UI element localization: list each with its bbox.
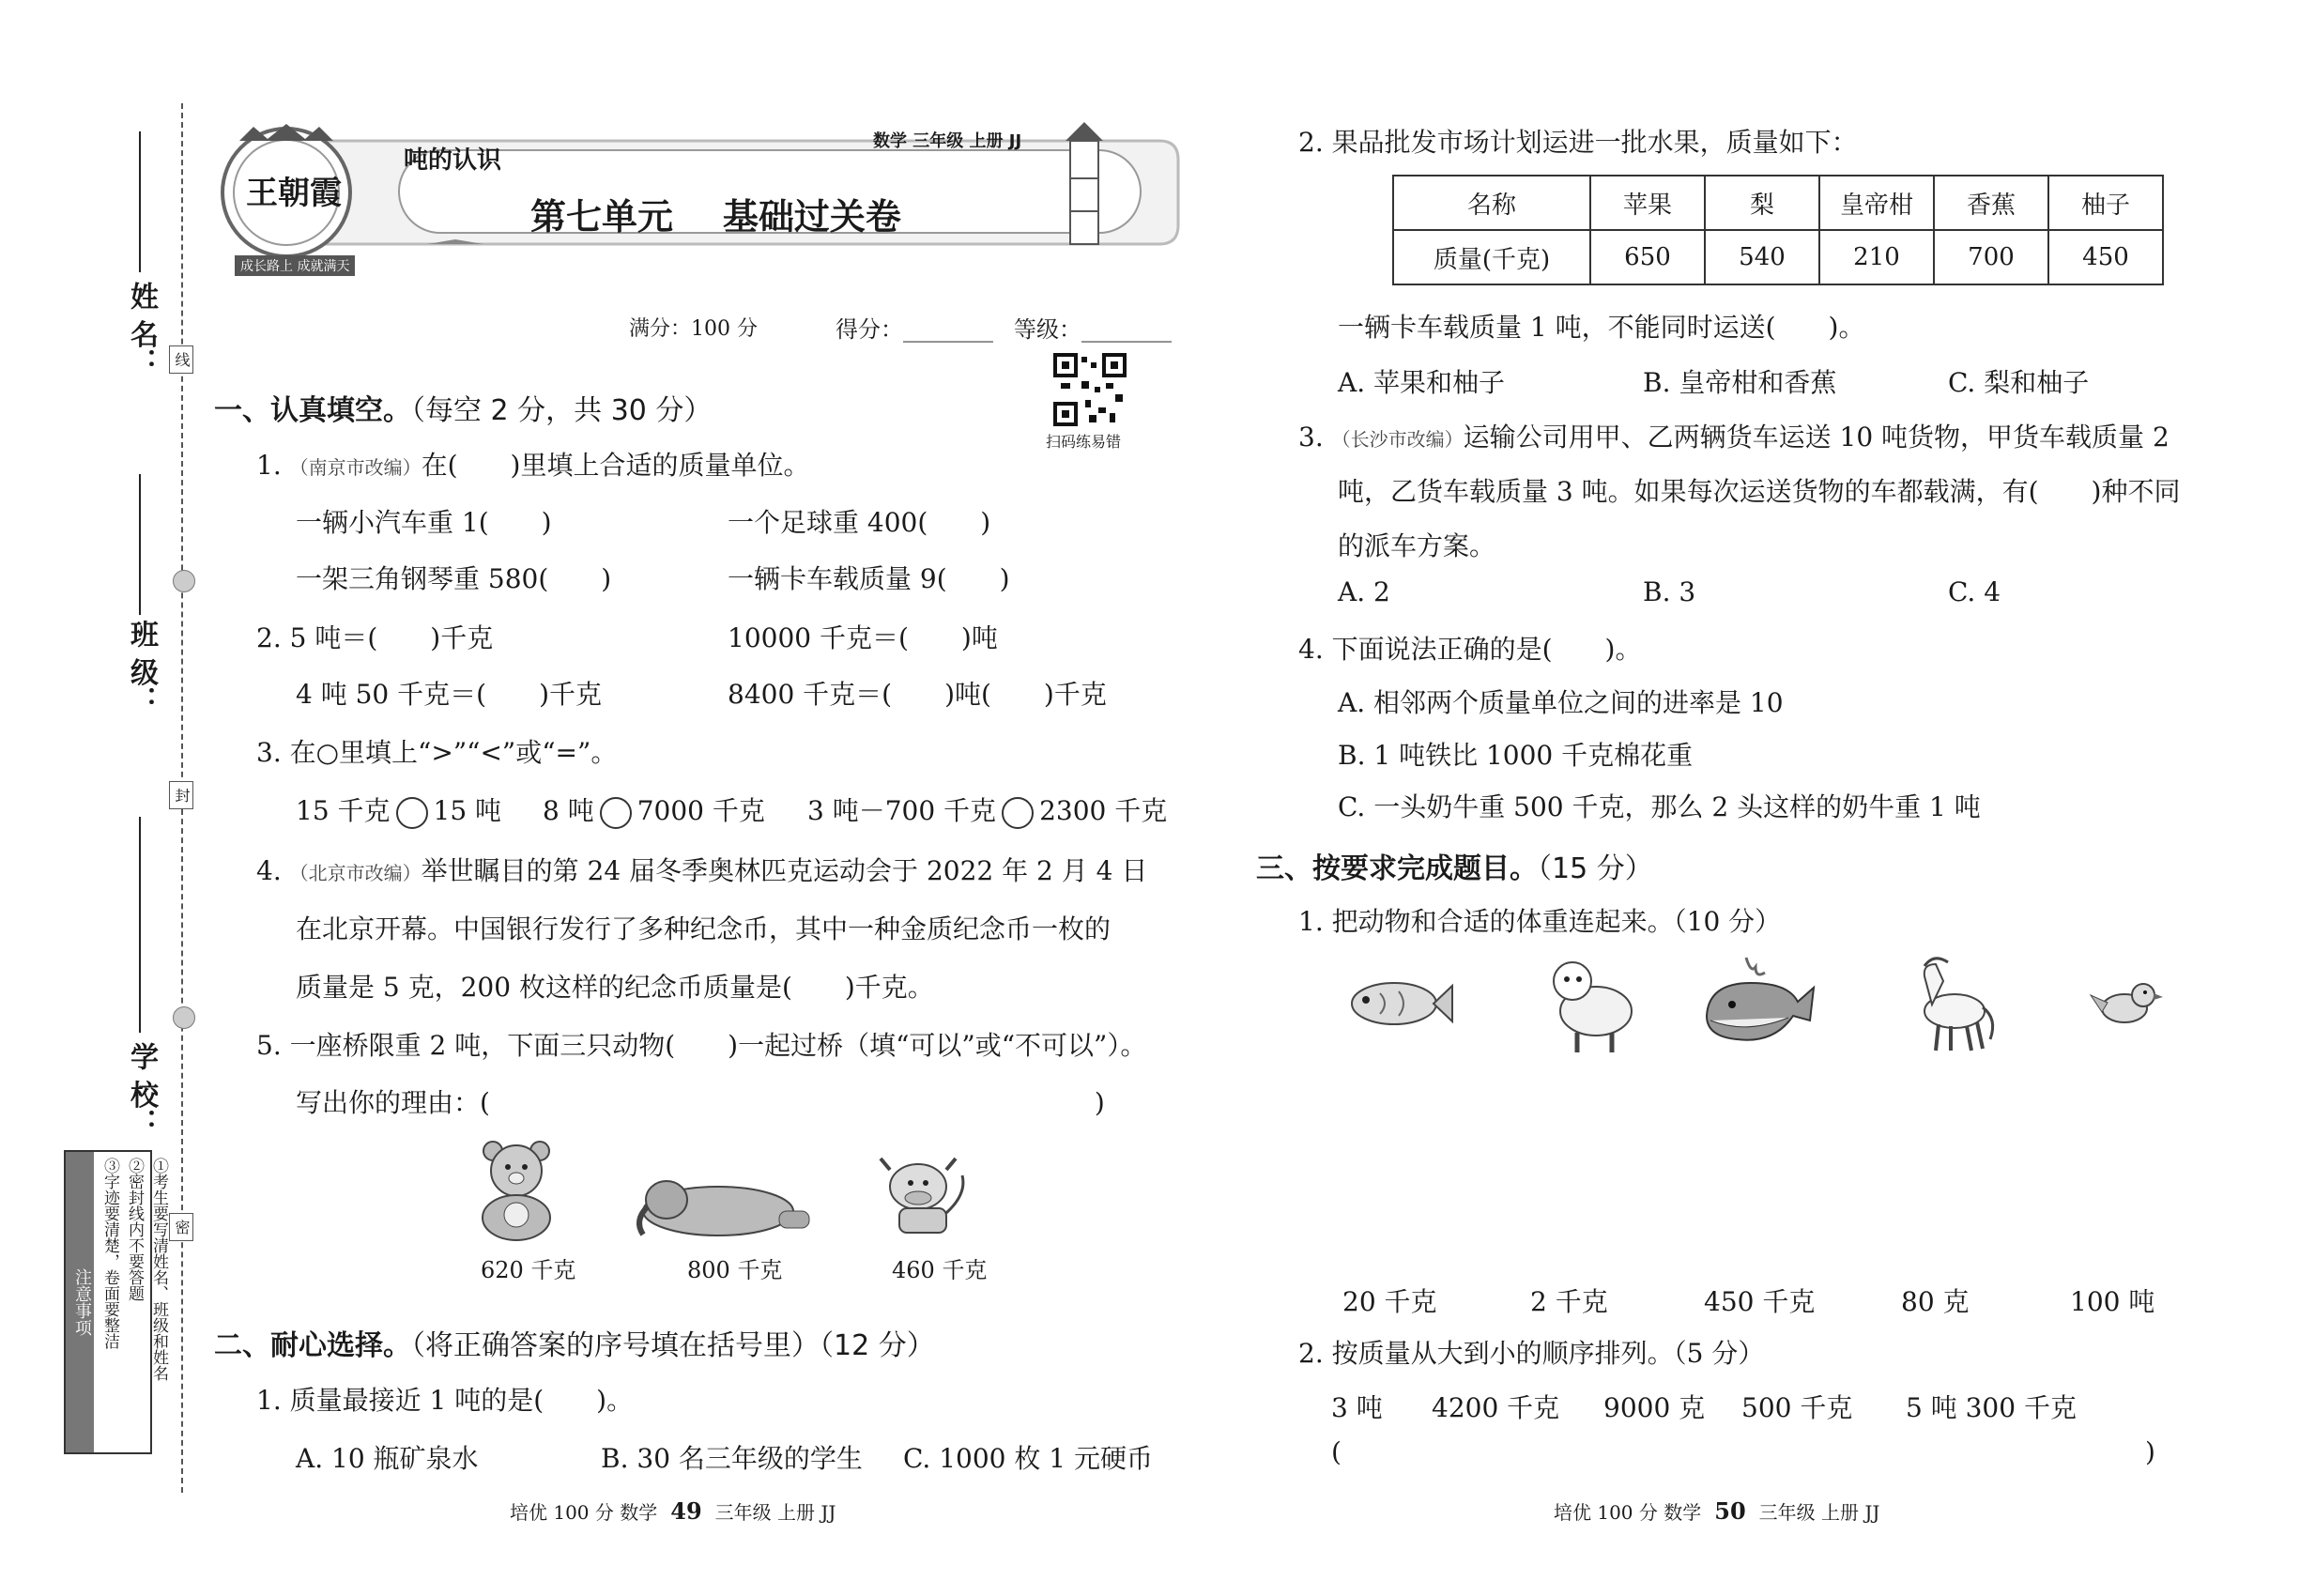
- q-number: 2.: [1298, 1338, 1324, 1369]
- bird-icon[interactable]: [2089, 976, 2164, 1033]
- brand-slogan-2: 成就满天: [297, 259, 350, 274]
- table-header: 名称: [1393, 176, 1590, 230]
- qr-caption: 扫码练易错: [1046, 433, 1122, 451]
- compare-right: 15 吨: [433, 795, 502, 826]
- table-header: 香蕉: [1934, 176, 2048, 230]
- q-text[interactable]: 一辆卡车载质量 1 吨，不能同时运送( )。: [1338, 312, 1865, 343]
- footer-right: [1554, 1497, 1879, 1525]
- compare-circle[interactable]: [1002, 797, 1034, 829]
- compare-left: 8 吨: [543, 795, 594, 826]
- compare-item: [807, 790, 1167, 829]
- compare-item: [296, 790, 501, 829]
- option-c[interactable]: C. 梨和柚子: [1948, 367, 2090, 398]
- animal-weight-label: 800 千克: [687, 1257, 783, 1283]
- sort-item: 3 吨: [1331, 1392, 1383, 1423]
- section-1-heading: 一、认真填空。: [214, 394, 411, 427]
- table-cell: 540: [1705, 230, 1819, 284]
- option-c[interactable]: C. 4: [1948, 576, 2001, 607]
- footer-prefix: 培优 100 分 数学: [1554, 1501, 1702, 1524]
- fill-item[interactable]: 8400 千克＝( )吨( )千克: [728, 679, 1107, 710]
- fill-item[interactable]: 5 吨＝( )千克: [289, 622, 494, 653]
- q-text[interactable]: 下面说法正确的是( )。: [1331, 634, 1642, 665]
- q-text: 果品批发市场计划运进一批水果，质量如下：: [1331, 127, 1858, 158]
- fill-item[interactable]: 一辆卡车载质量 9( ): [728, 563, 1010, 594]
- notes-body: [98, 1158, 171, 1381]
- fruit-table: [1392, 175, 2164, 285]
- section-2-heading: 二、耐心选择。: [214, 1329, 411, 1362]
- option-a[interactable]: A. 10 瓶矿泉水: [296, 1443, 479, 1474]
- animal-weight-label: 460 千克: [892, 1257, 988, 1283]
- q-source: （南京市改编）: [289, 456, 422, 479]
- q-text: 在○里填上“>”“<”或“=”。: [289, 737, 618, 768]
- sort-item: 500 千克: [1741, 1392, 1853, 1423]
- sort-item: 5 吨 300 千克: [1906, 1392, 2077, 1423]
- compare-left: 15 千克: [296, 795, 391, 826]
- table-cell: 450: [2048, 230, 2163, 284]
- school-line[interactable]: [139, 817, 141, 1033]
- answer-close-paren: ): [2145, 1436, 2155, 1467]
- note-line: ③字迹要清楚，卷面要整洁: [100, 1158, 119, 1349]
- notes-head: 注意事项: [66, 1152, 94, 1452]
- sort-item: 4200 千克: [1432, 1392, 1560, 1423]
- binding-strip: [0, 0, 192, 1596]
- compare-item: [543, 790, 765, 829]
- seal-dot: [173, 1006, 195, 1029]
- section-1-title: [214, 387, 712, 428]
- task-2: [1298, 1333, 1764, 1371]
- choice-question-1: [256, 1380, 633, 1418]
- compare-right: 2300 千克: [1039, 795, 1168, 826]
- q-text: 把动物和合适的体重连起来。（10 分）: [1331, 906, 1782, 937]
- table-header: 皇帝柑: [1819, 176, 1934, 230]
- q-text: 按质量从大到小的顺序排列。（5 分）: [1331, 1338, 1765, 1369]
- section-3-note: （15 分）: [1538, 852, 1653, 885]
- elephant-icon: [629, 1174, 817, 1239]
- option-a[interactable]: A. 2: [1338, 576, 1390, 607]
- compare-left: 3 吨－700 千克: [807, 795, 997, 826]
- table-header: 柚子: [2048, 176, 2163, 230]
- q-number: 1.: [1298, 906, 1324, 937]
- compare-circle[interactable]: [396, 797, 428, 829]
- section-3-title: [1256, 845, 1653, 886]
- q-number: 4.: [256, 855, 282, 886]
- school-label: 学 校：: [125, 1042, 158, 1137]
- q-source: （长沙市改编）: [1331, 428, 1464, 451]
- fill-item[interactable]: 一架三角钢琴重 580( ): [296, 563, 612, 594]
- animal-weight-label: 620 千克: [481, 1257, 576, 1283]
- footer-suffix: 三年级 上册 JJ: [714, 1501, 836, 1524]
- footer-left: [510, 1497, 836, 1525]
- option-a[interactable]: A. 苹果和柚子: [1338, 367, 1506, 398]
- weight-option[interactable]: 100 吨: [2070, 1286, 2155, 1317]
- q-text: 举世瞩目的第 24 届冬季奥林匹克运动会于 2022 年 2 月 4 日: [421, 855, 1148, 886]
- class-label: 班 级：: [125, 620, 158, 714]
- brand-logo-text: 王朝霞: [246, 175, 342, 212]
- weight-option[interactable]: 20 千克: [1342, 1286, 1437, 1317]
- q-number: 1.: [256, 450, 282, 481]
- fill-item[interactable]: 一个足球重 400( ): [728, 507, 991, 538]
- table-cell: 700: [1934, 230, 2048, 284]
- q-number: 4.: [1298, 634, 1324, 665]
- footer-suffix: 三年级 上册 JJ: [1758, 1501, 1880, 1524]
- weight-option[interactable]: 2 千克: [1530, 1286, 1608, 1317]
- page-title: 第七单元 基础过关卷: [530, 196, 901, 238]
- fill-item[interactable]: 10000 千克＝( )吨: [728, 622, 998, 653]
- compare-right: 7000 千克: [636, 795, 765, 826]
- question-2: [256, 618, 493, 655]
- q-text[interactable]: 质量是 5 克，200 枚这样的纪念币质量是( )千克。: [296, 972, 934, 1003]
- question-3: [256, 732, 617, 770]
- q-number: 1.: [256, 1385, 282, 1416]
- q-text: 的派车方案。: [1338, 530, 1496, 561]
- fill-item[interactable]: 4 吨 50 千克＝( )千克: [296, 679, 602, 710]
- table-cell: 210: [1819, 230, 1934, 284]
- question-5: [256, 1025, 1146, 1063]
- option-b[interactable]: B. 3: [1643, 576, 1696, 607]
- seal-tag-mid: 封: [169, 781, 193, 809]
- choice-question-2: [1298, 122, 1858, 160]
- table-header: 苹果: [1590, 176, 1705, 230]
- table-header: 梨: [1705, 176, 1819, 230]
- seal-dot: [173, 570, 195, 592]
- note-line: ②密封线内不要答题: [125, 1158, 144, 1301]
- q-number: 2.: [256, 622, 282, 653]
- choice-question-4: [1298, 629, 1641, 667]
- table-row: [1393, 230, 2163, 284]
- q-number: 2.: [1298, 127, 1324, 158]
- seal-tag-bottom: 密: [169, 1213, 193, 1241]
- name-label: 姓 名：: [125, 282, 158, 376]
- q-number: 3.: [1298, 422, 1324, 453]
- option-b[interactable]: B. 30 名三年级的学生: [601, 1443, 863, 1474]
- table-cell: 质量(千克): [1393, 230, 1590, 284]
- sheep-icon[interactable]: [1544, 953, 1638, 1056]
- sort-item: 9000 克: [1603, 1392, 1706, 1423]
- option-a[interactable]: A. 相邻两个质量单位之间的进率是 10: [1338, 687, 1784, 718]
- grade-field[interactable]: 等级：________: [1014, 316, 1172, 343]
- option-b[interactable]: B. 皇帝柑和香蕉: [1643, 367, 1837, 398]
- weight-option[interactable]: 450 千克: [1704, 1286, 1816, 1317]
- q-text[interactable]: 质量最接近 1 吨的是( )。: [289, 1385, 634, 1416]
- cow-icon: [873, 1157, 976, 1239]
- option-b[interactable]: B. 1 吨铁比 1000 千克棉花重: [1338, 740, 1694, 771]
- fish-icon[interactable]: [1347, 974, 1455, 1033]
- class-line[interactable]: [139, 474, 141, 615]
- question-4: [256, 851, 1147, 888]
- q-text[interactable]: 吨，乙货车载质量 3 吨。如果每次运送货物的车都载满，有( )种不同: [1338, 476, 2181, 507]
- meta-label: 数学 三年级 上册 JJ: [873, 131, 1022, 151]
- section-1-note: （每空 2 分，共 30 分）: [411, 394, 713, 427]
- brand-slogan: [235, 255, 355, 276]
- footer-prefix: 培优 100 分 数学: [510, 1501, 658, 1524]
- horse-icon[interactable]: [1896, 953, 2000, 1056]
- score-field[interactable]: 得分：________: [836, 316, 993, 343]
- bear-icon: [474, 1138, 559, 1241]
- table-cell: 650: [1590, 230, 1705, 284]
- weight-option[interactable]: 80 克: [1901, 1286, 1970, 1317]
- q-source: （北京市改编）: [289, 862, 422, 884]
- question-1: [256, 445, 809, 483]
- name-line[interactable]: [139, 131, 141, 272]
- q-text: 在( )里填上合适的质量单位。: [421, 450, 810, 481]
- q-number: 3.: [256, 737, 282, 768]
- option-c[interactable]: C. 1000 枚 1 元硬币: [903, 1443, 1154, 1474]
- section-2-note: （将正确答案的序号填在括号里）（12 分）: [411, 1329, 935, 1362]
- page-number: 50: [1714, 1497, 1746, 1525]
- note-line: ①考生要写清姓名、班级和姓名: [149, 1158, 168, 1381]
- full-score: 满分：100 分: [629, 317, 758, 341]
- page-number: 49: [670, 1497, 702, 1525]
- choice-question-3: [1298, 417, 2170, 454]
- answer-open-paren[interactable]: (: [1331, 1436, 1342, 1467]
- qr-code-icon[interactable]: [1053, 353, 1127, 426]
- table-header-row: [1393, 176, 2163, 230]
- q-text: 运输公司用甲、乙两辆货车运送 10 吨货物，甲货车载质量 2: [1463, 422, 2170, 453]
- fill-item[interactable]: 一辆小汽车重 1( ): [296, 507, 552, 538]
- q-number: 5.: [256, 1030, 282, 1061]
- seal-tag-top: 线: [169, 345, 193, 374]
- task-1: [1298, 901, 1781, 939]
- notes-box: [64, 1150, 168, 1454]
- section-3-heading: 三、按要求完成题目。: [1256, 852, 1538, 885]
- q-text[interactable]: 一座桥限重 2 吨，下面三只动物( )一起过桥（填“可以”或“不可以”）。: [289, 1030, 1147, 1061]
- whale-icon[interactable]: [1699, 950, 1817, 1049]
- compare-circle[interactable]: [600, 797, 632, 829]
- q-text: 在北京开幕。中国银行发行了多种纪念币，其中一种金质纪念币一枚的: [296, 913, 1112, 944]
- option-c[interactable]: C. 一头奶牛重 500 千克，那么 2 头这样的奶牛重 1 吨: [1338, 791, 1981, 822]
- topic-label: 吨的认识: [404, 146, 502, 175]
- section-2-title: [214, 1322, 935, 1363]
- brand-slogan-1: 成长路上: [240, 259, 293, 274]
- reason-field[interactable]: 写出你的理由：( ): [296, 1087, 1105, 1118]
